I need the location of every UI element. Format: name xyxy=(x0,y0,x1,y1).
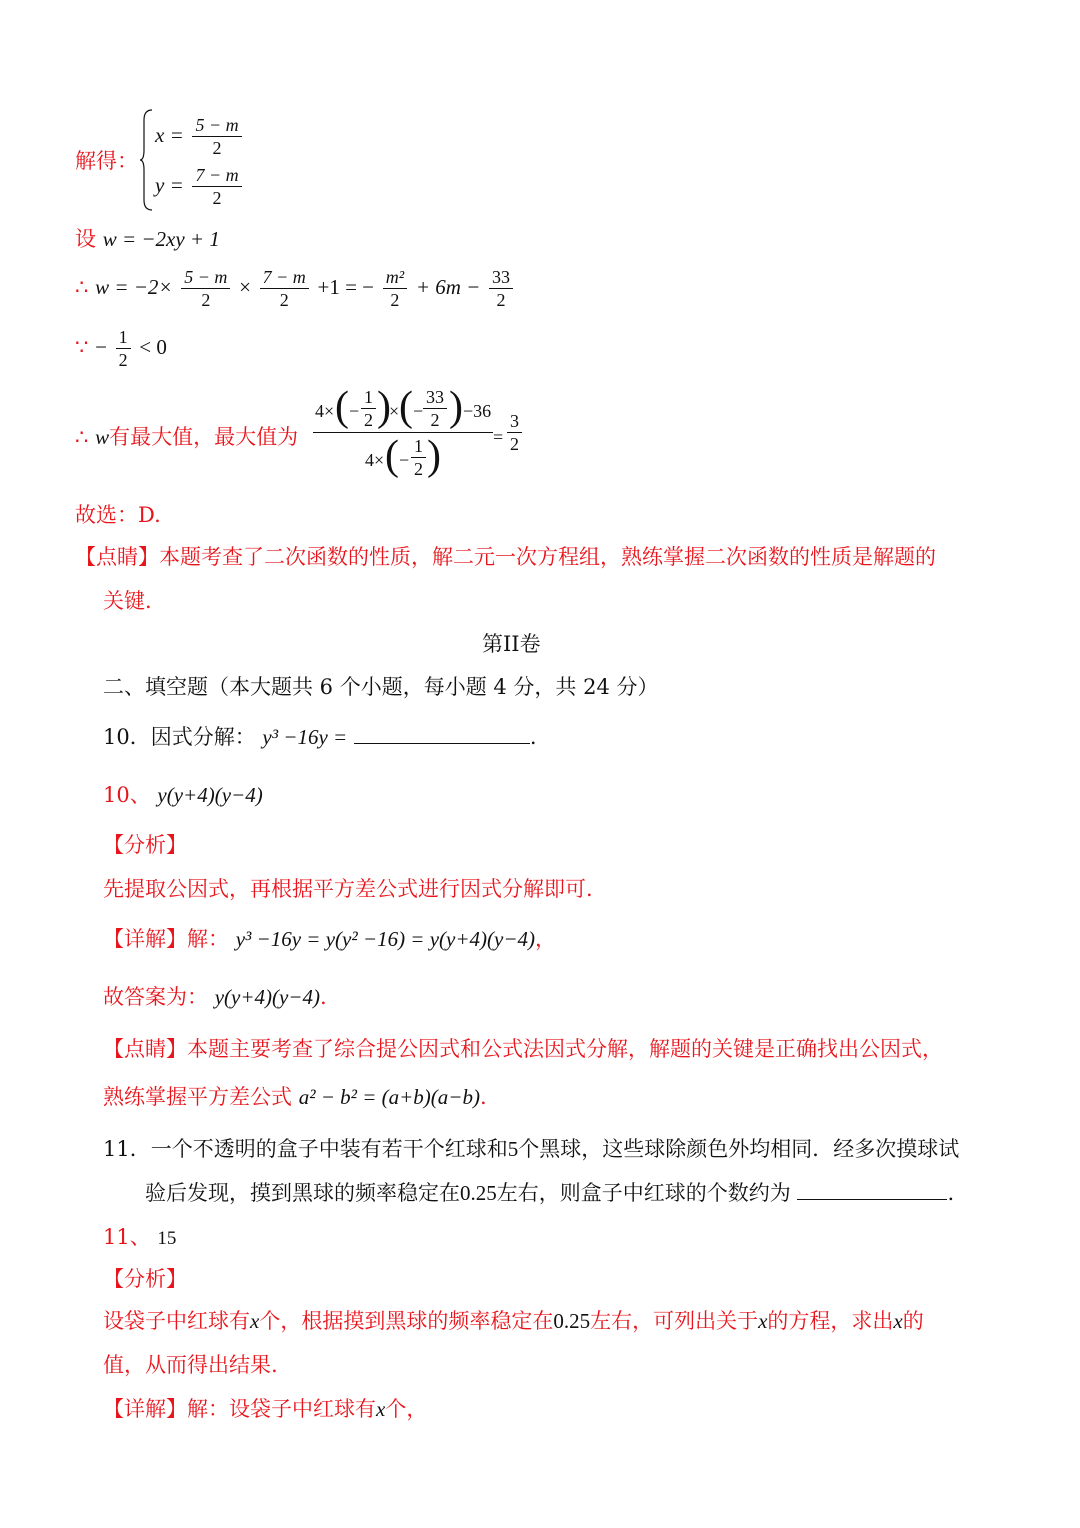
a10-detail-line xyxy=(103,924,556,954)
because-symbol: ∵ xyxy=(75,335,89,359)
max-fraction xyxy=(313,386,519,479)
q11-frequency: 0.25 xyxy=(460,1181,497,1205)
tip2-end: . xyxy=(479,1085,487,1109)
q10-expression: y³ −16y = xyxy=(262,725,348,749)
a11-an-b: 个，根据摸到黑球的频率稳定在 xyxy=(259,1309,554,1333)
frac4-den: 2 xyxy=(496,290,506,310)
num-frac1-num: 1 xyxy=(361,386,376,409)
a11-detail-text: 解：设袋子中红球有 xyxy=(187,1397,376,1421)
q11-text-c: 验后发现，摸到黑球的频率稳定在 xyxy=(145,1181,460,1205)
tip2-line xyxy=(103,1034,943,1064)
therefore-w-line xyxy=(75,266,515,311)
a11-an-d: 的方程，求出 xyxy=(767,1309,894,1333)
q11-answer-blank xyxy=(797,1198,947,1200)
because-line xyxy=(75,326,167,371)
a11-label: 11、 xyxy=(103,1225,151,1249)
tip2-text: 本题主要考查了综合提公因式和公式法因式分解，解题的关键是正确找出公因式， xyxy=(187,1037,943,1061)
a10-answer-text: 故答案为： xyxy=(103,985,208,1009)
den-frac-den: 2 xyxy=(414,459,423,479)
y-denominator: 2 xyxy=(212,188,222,208)
num-frac1-den: 2 xyxy=(364,410,373,430)
tip2-formula: a² − b² = (a+b)(a−b) xyxy=(298,1085,480,1109)
paren-open-1: ( xyxy=(335,384,349,430)
mid-term: + 6m − xyxy=(415,275,481,299)
q10-answer-blank xyxy=(354,742,530,744)
tip2-label: 【点睛】 xyxy=(103,1037,187,1061)
num-frac2-den: 2 xyxy=(430,410,440,430)
system-brace xyxy=(140,108,154,220)
frac2-num: 7 − m xyxy=(260,266,309,289)
choice-line: 故选：D. xyxy=(75,503,161,527)
result-num: 3 xyxy=(507,410,522,433)
den-neg: − xyxy=(399,450,410,470)
max-label: 有最大值，最大值为 xyxy=(109,425,299,449)
max-numerator xyxy=(313,386,519,432)
a11-an-c: 左右，可列出关于 xyxy=(590,1309,759,1333)
a11-value: 15 xyxy=(157,1228,177,1249)
a11-an-a: 设袋子中红球有 xyxy=(103,1309,250,1333)
a10-answer-line xyxy=(103,982,327,1012)
a10-line xyxy=(103,780,263,810)
a11-detail-var: x xyxy=(376,1397,386,1421)
a11-var-x2: x xyxy=(758,1309,768,1333)
q11-line2 xyxy=(145,1178,954,1208)
y-equation xyxy=(155,164,244,209)
q11-number: 11． xyxy=(103,1137,151,1161)
q11-text-b: 个黑球，这些球除颜色外均相同．经多次摸球试 xyxy=(518,1137,960,1161)
a10-detail-label: 【详解】 xyxy=(103,927,187,951)
a11-detail-end: 个， xyxy=(385,1397,428,1421)
paren-open-2: ( xyxy=(399,384,413,430)
a10-detail-expr: y³ −16y = y(y² −16) = y(y+4)(y−4) xyxy=(235,927,536,951)
a11-analysis-label: 【分析】 xyxy=(103,1267,187,1291)
x-lhs: x = xyxy=(155,123,184,147)
frac2-den: 2 xyxy=(279,290,289,310)
paren-close-2: ) xyxy=(449,384,463,430)
a10-answer: y(y+4)(y−4) xyxy=(157,783,263,807)
a11-var-x1: x xyxy=(250,1309,260,1333)
section-title: 第II卷 xyxy=(482,632,541,656)
set-prefix: 设 xyxy=(75,227,96,251)
a11-an-e: 的 xyxy=(902,1309,924,1333)
num-times: × xyxy=(389,401,400,421)
part2-heading: 二、填空题（本大题共 6 个小题，每小题 4 分，共 24 分） xyxy=(103,675,659,699)
q11-text-d: 左右，则盒子中红球的个数约为 xyxy=(496,1181,791,1205)
a10-label: 10、 xyxy=(103,783,151,807)
paren-close-1: ) xyxy=(377,384,391,430)
paren-open-3: ( xyxy=(385,433,399,479)
tip2-cont-text: 熟练掌握平方差公式 xyxy=(103,1085,292,1109)
q11-black-count: 5 xyxy=(507,1137,519,1161)
max-text xyxy=(75,422,298,452)
den-4x: 4× xyxy=(365,450,385,470)
a11-analysis-cont: 值，从而得出结果. xyxy=(103,1353,278,1377)
q10-period: . xyxy=(529,725,537,749)
a10-answer-expr: y(y+4)(y−4) xyxy=(214,985,320,1009)
plus-equals: +1 = − xyxy=(317,275,375,299)
w-var: w xyxy=(95,425,110,449)
a11-analysis-line1 xyxy=(103,1306,924,1336)
q10-number: 10． xyxy=(103,725,151,749)
x-numerator: 5 − m xyxy=(192,114,241,137)
num-neg2: − xyxy=(413,401,424,421)
tip1-cont: 关键. xyxy=(103,589,152,613)
q10-text: 因式分解： xyxy=(150,725,256,749)
a10-analysis-label: 【分析】 xyxy=(103,833,187,857)
tip1-line xyxy=(75,542,936,572)
tip2-cont xyxy=(103,1082,487,1112)
q11-text-a: 一个不透明的盒子中装有若干个红球和 xyxy=(150,1137,508,1161)
a11-line xyxy=(103,1222,176,1254)
less-than-zero: < 0 xyxy=(139,335,167,359)
times-sign: × xyxy=(239,275,251,299)
q10-line xyxy=(103,722,537,752)
num-neg1: − xyxy=(349,401,360,421)
x-denominator: 2 xyxy=(212,138,222,158)
a11-detail-line xyxy=(103,1394,427,1424)
max-denominator xyxy=(313,433,519,479)
paren-close-3: ) xyxy=(427,433,441,479)
a11-freq: 0.25 xyxy=(553,1309,591,1333)
a10-detail-text: 解： xyxy=(187,927,229,951)
frac4-num: 33 xyxy=(489,266,513,289)
frac1-num: 5 − m xyxy=(181,266,230,289)
neg-sign: − xyxy=(95,335,107,359)
half-den: 2 xyxy=(118,350,128,370)
tip1-label: 【点睛】 xyxy=(75,545,159,569)
w-expr-start: w = −2× xyxy=(95,275,173,299)
frac1-den: 2 xyxy=(201,290,211,310)
w-definition: w = −2xy + 1 xyxy=(102,227,220,251)
y-numerator: 7 − m xyxy=(192,164,241,187)
den-frac-num: 1 xyxy=(411,435,426,458)
q11-period: . xyxy=(947,1181,955,1205)
solve-label: 解得： xyxy=(75,149,138,173)
therefore-symbol: ∴ xyxy=(75,275,89,299)
tip1-text: 本题考查了二次函数的性质，解二元一次方程组，熟练掌握二次函数的性质是解题的 xyxy=(159,545,936,569)
a10-answer-end: . xyxy=(319,985,327,1009)
q11-line1 xyxy=(103,1134,959,1164)
result-den: 2 xyxy=(510,434,519,454)
a10-detail-end: ， xyxy=(535,927,557,951)
equals-sign: = xyxy=(493,427,504,447)
y-lhs: y = xyxy=(155,173,184,197)
half-num: 1 xyxy=(116,326,131,349)
num-4x: 4× xyxy=(315,401,335,421)
num-frac2-num: 33 xyxy=(423,386,447,409)
set-w-line xyxy=(75,224,220,254)
frac3-den: 2 xyxy=(390,290,400,310)
frac3-num: m² xyxy=(383,266,407,289)
a11-detail-label: 【详解】 xyxy=(103,1397,187,1421)
a10-analysis-text: 先提取公因式，再根据平方差公式进行因式分解即可. xyxy=(103,877,593,901)
x-equation xyxy=(155,114,244,159)
a11-var-x3: x xyxy=(893,1309,903,1333)
num-minus-36: −36 xyxy=(463,401,492,421)
therefore-symbol-2: ∴ xyxy=(75,425,89,449)
